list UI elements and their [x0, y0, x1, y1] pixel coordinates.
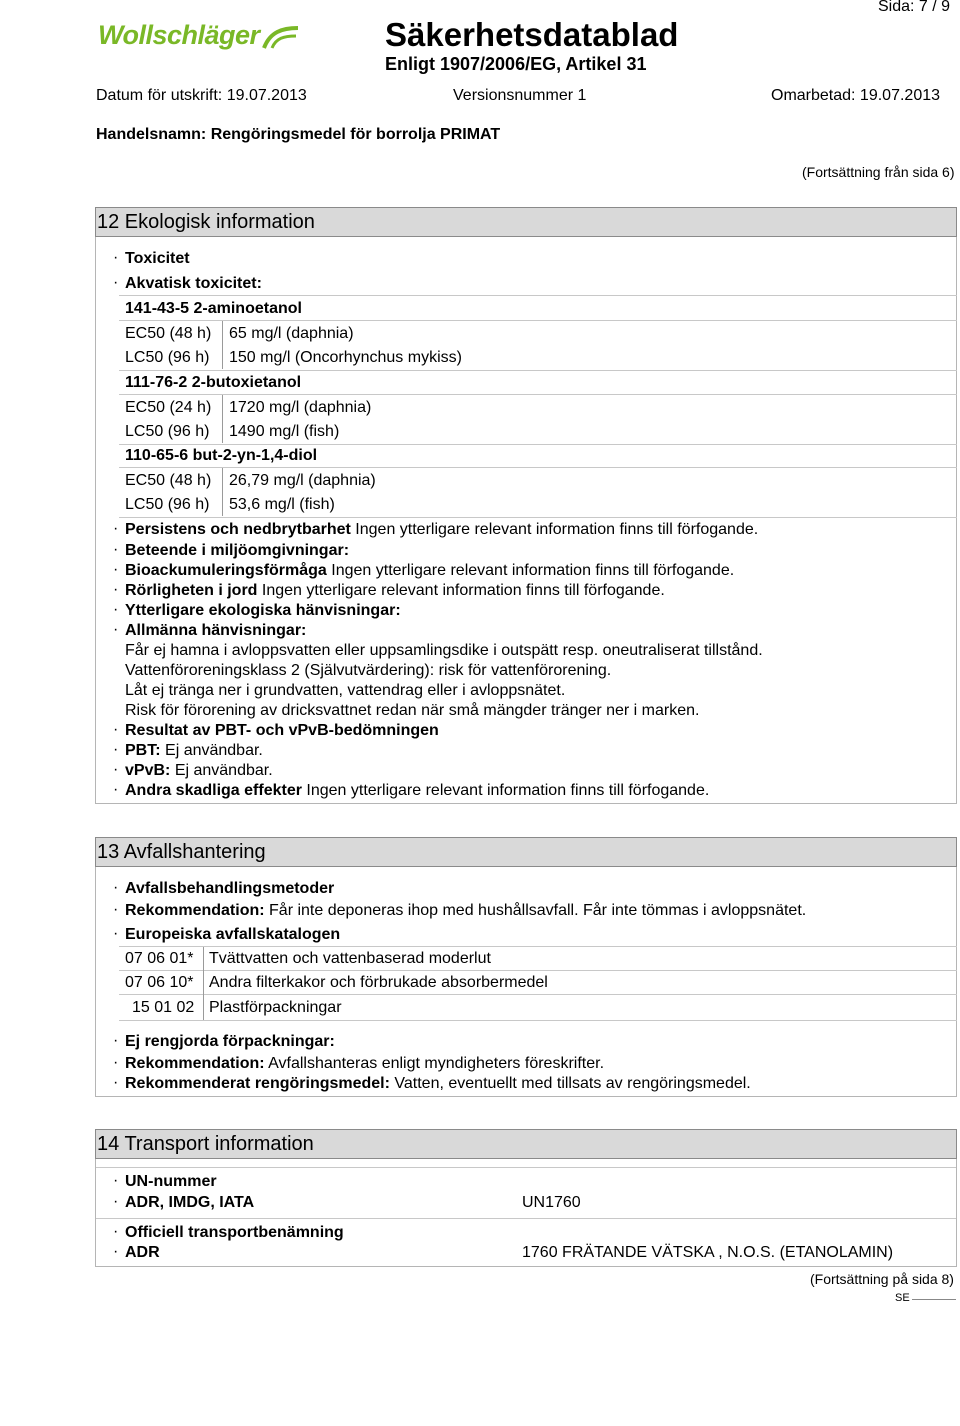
section-14-body: · UN-nummer · ADR, IMDG, IATA UN1760 · Officiell transportbenämning · ADR 1760 FRÄTANDE VÄTSKA , N.O.S. (ETANOLAMIN): [95, 1159, 957, 1267]
waste-methods-heading: Avfallsbehandlingsmetoder: [125, 880, 335, 897]
persistence-line: Persistens och nedbrytbarhet Ingen ytterligare relevant information finns till förfogande.: [125, 521, 759, 538]
un-number-heading: UN-nummer: [125, 1173, 217, 1190]
substance-name: 110-65-6 but-2-yn-1,4-diol: [125, 447, 318, 464]
logo-mark-icon: [262, 24, 302, 52]
mobility-line: Rörligheten i jord Ingen ytterligare relevant information finns till förfogande.: [125, 582, 665, 599]
footer-rule: [912, 1299, 956, 1300]
substance-name: 141-43-5 2-aminoetanol: [125, 300, 302, 317]
waste-code: 07 06 10*: [125, 974, 194, 991]
test-value: 26,79 mg/l (daphnia): [229, 472, 376, 489]
document-subtitle: Enligt 1907/2006/EG, Artikel 31: [385, 54, 647, 74]
continued-on: (Fortsättning på sida 8): [810, 1271, 954, 1287]
test-type: EC50 (48 h): [125, 472, 212, 489]
adr-label: ADR: [125, 1244, 160, 1261]
further-heading: Ytterligare ekologiska hänvisningar:: [125, 602, 401, 619]
aquatic-heading: Akvatisk toxicitet:: [125, 275, 262, 292]
document-title: Säkerhetsdatablad: [385, 16, 679, 53]
pbt-result-heading: Resultat av PBT- och vPvB-bedömningen: [125, 722, 439, 739]
test-value: 150 mg/l (Oncorhynchus mykiss): [229, 349, 462, 366]
test-type: LC50 (96 h): [125, 423, 210, 440]
version-number: Versionsnummer 1: [453, 87, 587, 104]
general-note: Vattenföroreningsklass 2 (Självutvärdering): risk för vattenförorening.: [125, 662, 612, 679]
general-note: Risk för förorening av dricksvattnet redan när små mängder tränger ner i marken.: [125, 702, 700, 719]
general-note: Får ej hamna i avloppsvatten eller uppsamlingsdike i outspätt resp. oneutraliserat tillstånd.: [125, 642, 763, 659]
section-13-heading: 13 Avfallshantering: [95, 837, 957, 867]
general-note: Låt ej tränga ner i grundvatten, vattendrag eller i avloppsnätet.: [125, 682, 566, 699]
adr-shipping-name: 1760 FRÄTANDE VÄTSKA , N.O.S. (ETANOLAMIN): [522, 1244, 894, 1261]
shipping-name-heading: Officiell transportbenämning: [125, 1224, 344, 1241]
pbt-line: PBT: Ej användbar.: [125, 742, 263, 759]
test-value: 1720 mg/l (daphnia): [229, 399, 372, 416]
waste-code: 07 06 01*: [125, 950, 194, 967]
test-type: EC50 (24 h): [125, 399, 212, 416]
page-number: Sida: 7 / 9: [878, 0, 951, 15]
waste-description: Andra filterkakor och förbrukade absorbermedel: [209, 974, 548, 991]
section-12-body: · Toxicitet · Akvatisk toxicitet: 141-43-5 2-aminoetanol EC50 (48 h) 65 mg/l (daphnia) LC50 (96 h) 150 mg/l (Oncorhynchus mykiss) 111-76-2 2-butoxietanol EC50 (24 h) 1720 mg/l (daphnia) LC50 (96 h) 1490 mg/l (fish) 110-65-6 but-2-yn-1,4-diol EC50 (48 h) 26,79 mg/l (daphnia) LC50 (96 h) 53,6 mg/l (fish) · Persistens och nedbrytbarhet Ingen ytterligare relevant information finns till förfogande. · Beteende i miljöomgivningar: · Bioackumuleringsförmåga Ingen ytterligare relevant information finns till förfogande. · Rörligheten i jord Ingen ytterligare relevant information finns till förfogande. · Ytterligare ekologiska hänvisningar: · Allmänna hänvisningar: Får ej hamna i avloppsvatten eller uppsamlingsdike i outspätt resp. oneutraliserat tillstånd. Vattenföroreningsklass 2 (Självutvärdering): risk för vattenförorening. Låt ej tränga ner i grundvatten, vattendrag eller i avloppsnätet. Risk för förorening av dricksvattnet redan när små mängder tränger ner i marken. · Resultat av PBT- och vPvB-bedömningen · PBT: Ej användbar. · vPvB: Ej användbar. · Andra skadliga effekter Ingen ytterligare relevant information finns till förfogande.: [95, 237, 957, 804]
test-value: 65 mg/l (daphnia): [229, 325, 354, 342]
uncleaned-packaging-heading: Ej rengjorda förpackningar:: [125, 1033, 335, 1050]
company-logo: Wollschläger: [98, 20, 260, 50]
waste-description: Plastförpackningar: [209, 999, 342, 1016]
bioaccumulation-line: Bioackumuleringsförmåga Ingen ytterligare relevant information finns till förfogande.: [125, 562, 735, 579]
test-type: LC50 (96 h): [125, 496, 210, 513]
waste-code: 15 01 02: [132, 999, 195, 1016]
test-value: 1490 mg/l (fish): [229, 423, 340, 440]
section-12-heading: 12 Ekologisk information: [95, 207, 957, 237]
transport-modes: ADR, IMDG, IATA: [125, 1194, 255, 1211]
other-effects-line: Andra skadliga effekter Ingen ytterligare relevant information finns till förfogande.: [125, 782, 710, 799]
packaging-recommendation: Rekommendation: Avfallshanteras enligt myndigheters föreskrifter.: [125, 1055, 605, 1072]
waste-description: Tvättvatten och vattenbaserad moderlut: [209, 950, 491, 967]
behaviour-heading: Beteende i miljöomgivningar:: [125, 542, 350, 559]
test-type: EC50 (48 h): [125, 325, 212, 342]
waste-catalog-heading: Europeiska avfallskatalogen: [125, 926, 341, 943]
test-type: LC50 (96 h): [125, 349, 210, 366]
revised-date: Omarbetad: 19.07.2013: [771, 87, 941, 104]
trade-name: Handelsnamn: Rengöringsmedel för borrolja PRIMAT: [96, 126, 501, 143]
un-number-value: UN1760: [522, 1194, 581, 1211]
toxicity-heading: Toxicitet: [125, 250, 190, 267]
vpvb-line: vPvB: Ej användbar.: [125, 762, 273, 779]
cleaning-agent-line: Rekommenderat rengöringsmedel: Vatten, eventuellt med tillsats av rengöringsmedel.: [125, 1075, 751, 1092]
language-code: SE: [895, 1292, 910, 1304]
continued-from: (Fortsättning från sida 6): [802, 164, 955, 180]
section-13-body: · Avfallsbehandlingsmetoder · Rekommendation: Får inte deponeras ihop med hushållsavfall. Får inte tömmas i avloppsnätet. · Europeiska avfallskatalogen 07 06 01* Tvättvatten och vattenbaserad moderlut 07 06 10* Andra filterkakor och förbrukade absorbermedel 15 01 02 Plastförpackningar · Ej rengjorda förpackningar: · Rekommendation: Avfallshanteras enligt myndigheters föreskrifter. · Rekommenderat rengöringsmedel: Vatten, eventuellt med tillsats av rengöringsmedel.: [95, 867, 957, 1097]
test-value: 53,6 mg/l (fish): [229, 496, 335, 513]
substance-name: 111-76-2 2-butoxietanol: [125, 374, 302, 391]
general-heading: Allmänna hänvisningar:: [125, 622, 307, 639]
print-date: Datum för utskrift: 19.07.2013: [96, 87, 307, 104]
section-14-heading: 14 Transport information: [95, 1129, 957, 1159]
waste-recommendation: Rekommendation: Får inte deponeras ihop med hushållsavfall. Får inte tömmas i avloppsnätet.: [125, 902, 807, 919]
